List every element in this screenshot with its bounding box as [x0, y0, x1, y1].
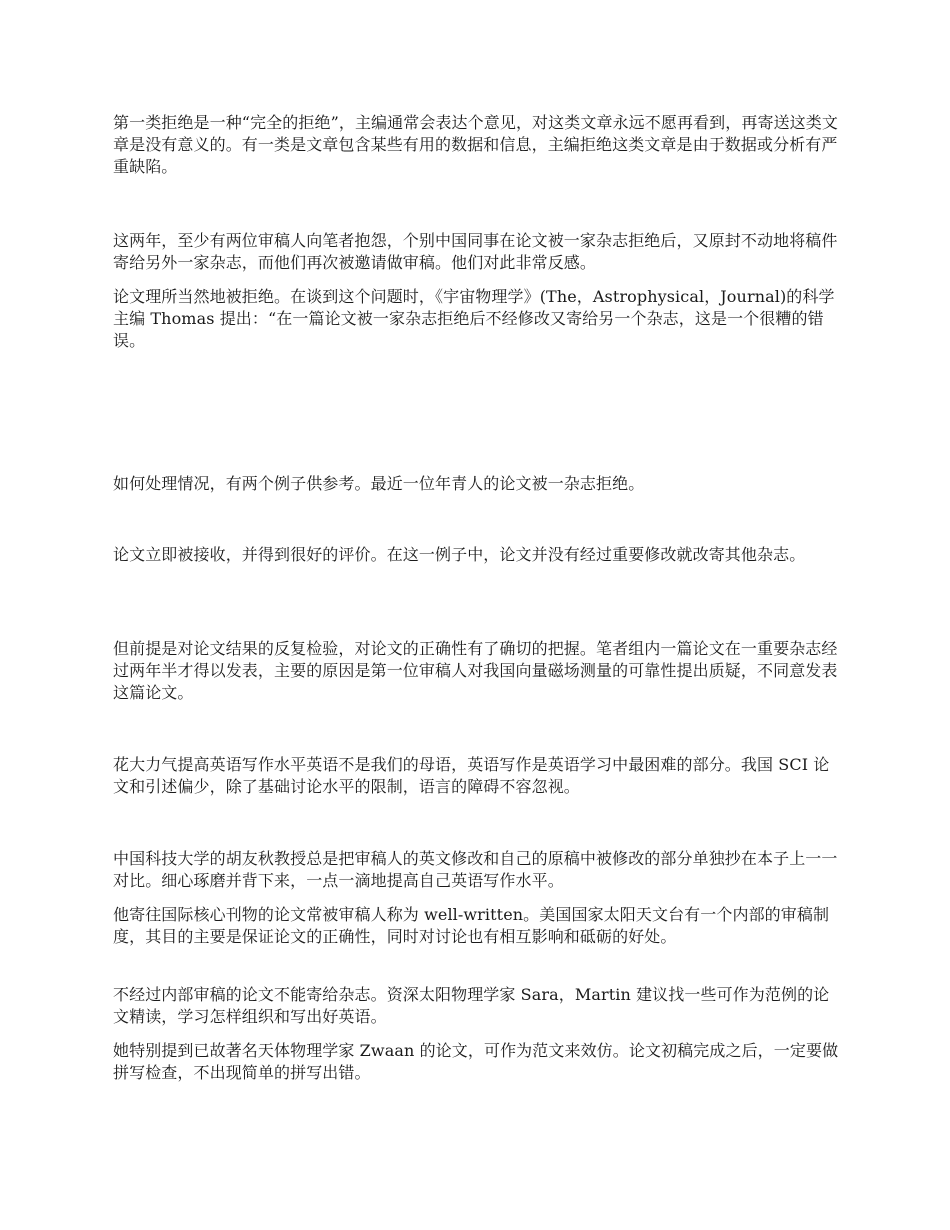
paragraph-model-papers: 她特别提到已故著名天体物理学家 Zwaan 的论文，可作为范文来效仿。论文初稿完成之后，一定要做拼写检查，不出现简单的拼写出错。	[113, 1041, 839, 1082]
paragraph-editor-quote: 论文理所当然地被拒绝。在谈到这个问题时，《宇宙物理学》(The，Astrophysical，Journal)的科学主编 Thomas 提出：“在一篇论文被一家杂志拒绝后不经修改又寄给另一个杂志，这是一个很糟的错误。	[113, 287, 835, 350]
paragraph-professor-method: 中国科技大学的胡友秋教授总是把审稿人的英文修改和自己的原稿中被修改的部分单独抄在本子上一一对比。细心琢磨并背下来，一点一滴地提高自己英语写作水平。	[113, 849, 838, 890]
paragraph-rejection-types: 第一类拒绝是一种“完全的拒绝”，主编通常会表达个意见，对这类文章永远不愿再看到，再寄送这类文章是没有意义的。有一类是文章包含某些有用的数据和信息，主编拒绝这类文章是由于数据或分析有严重缺陷。	[113, 113, 838, 176]
paragraph-accepted-example: 论文立即被接收，并得到很好的评价。在这一例子中，论文并没有经过重要修改就改寄其他杂志。	[113, 545, 806, 564]
paragraph-well-written: 他寄往国际核心刊物的论文常被审稿人称为 well-written。美国国家太阳天文台有一个内部的审稿制度，其目的主要是保证论文的正确性，同时对讨论也有相互影响和砥砺的好处。	[113, 905, 830, 946]
paragraph-reviewer-complaints: 这两年，至少有两位审稿人向笔者抱怨，个别中国同事在论文被一家杂志拒绝后，又原封不动地将稿件寄给另外一家杂志，而他们再次被邀请做审稿。他们对此非常反感。	[113, 231, 838, 272]
paragraph-internal-review: 不经过内部审稿的论文不能寄给杂志。资深太阳物理学家 Sara，Martin 建议找一些可作为范例的论文精读，学习怎样组织和写出好英语。	[113, 985, 830, 1026]
paragraph-handling-example: 如何处理情况，有两个例子供参考。最近一位年青人的论文被一杂志拒绝。	[113, 474, 645, 493]
paragraph-english-writing: 花大力气提高英语写作水平英语不是我们的母语，英语写作是英语学习中最困难的部分。我国 SCI 论文和引述偏少，除了基础讨论水平的限制，语言的障碍不容忽视。	[113, 755, 830, 796]
paragraph-verification: 但前提是对论文结果的反复检验，对论文的正确性有了确切的把握。笔者组内一篇论文在一重要杂志经过两年半才得以发表，主要的原因是第一位审稿人对我国向量磁场测量的可靠性提出质疑，不同意发表这篇论文。	[113, 639, 838, 702]
